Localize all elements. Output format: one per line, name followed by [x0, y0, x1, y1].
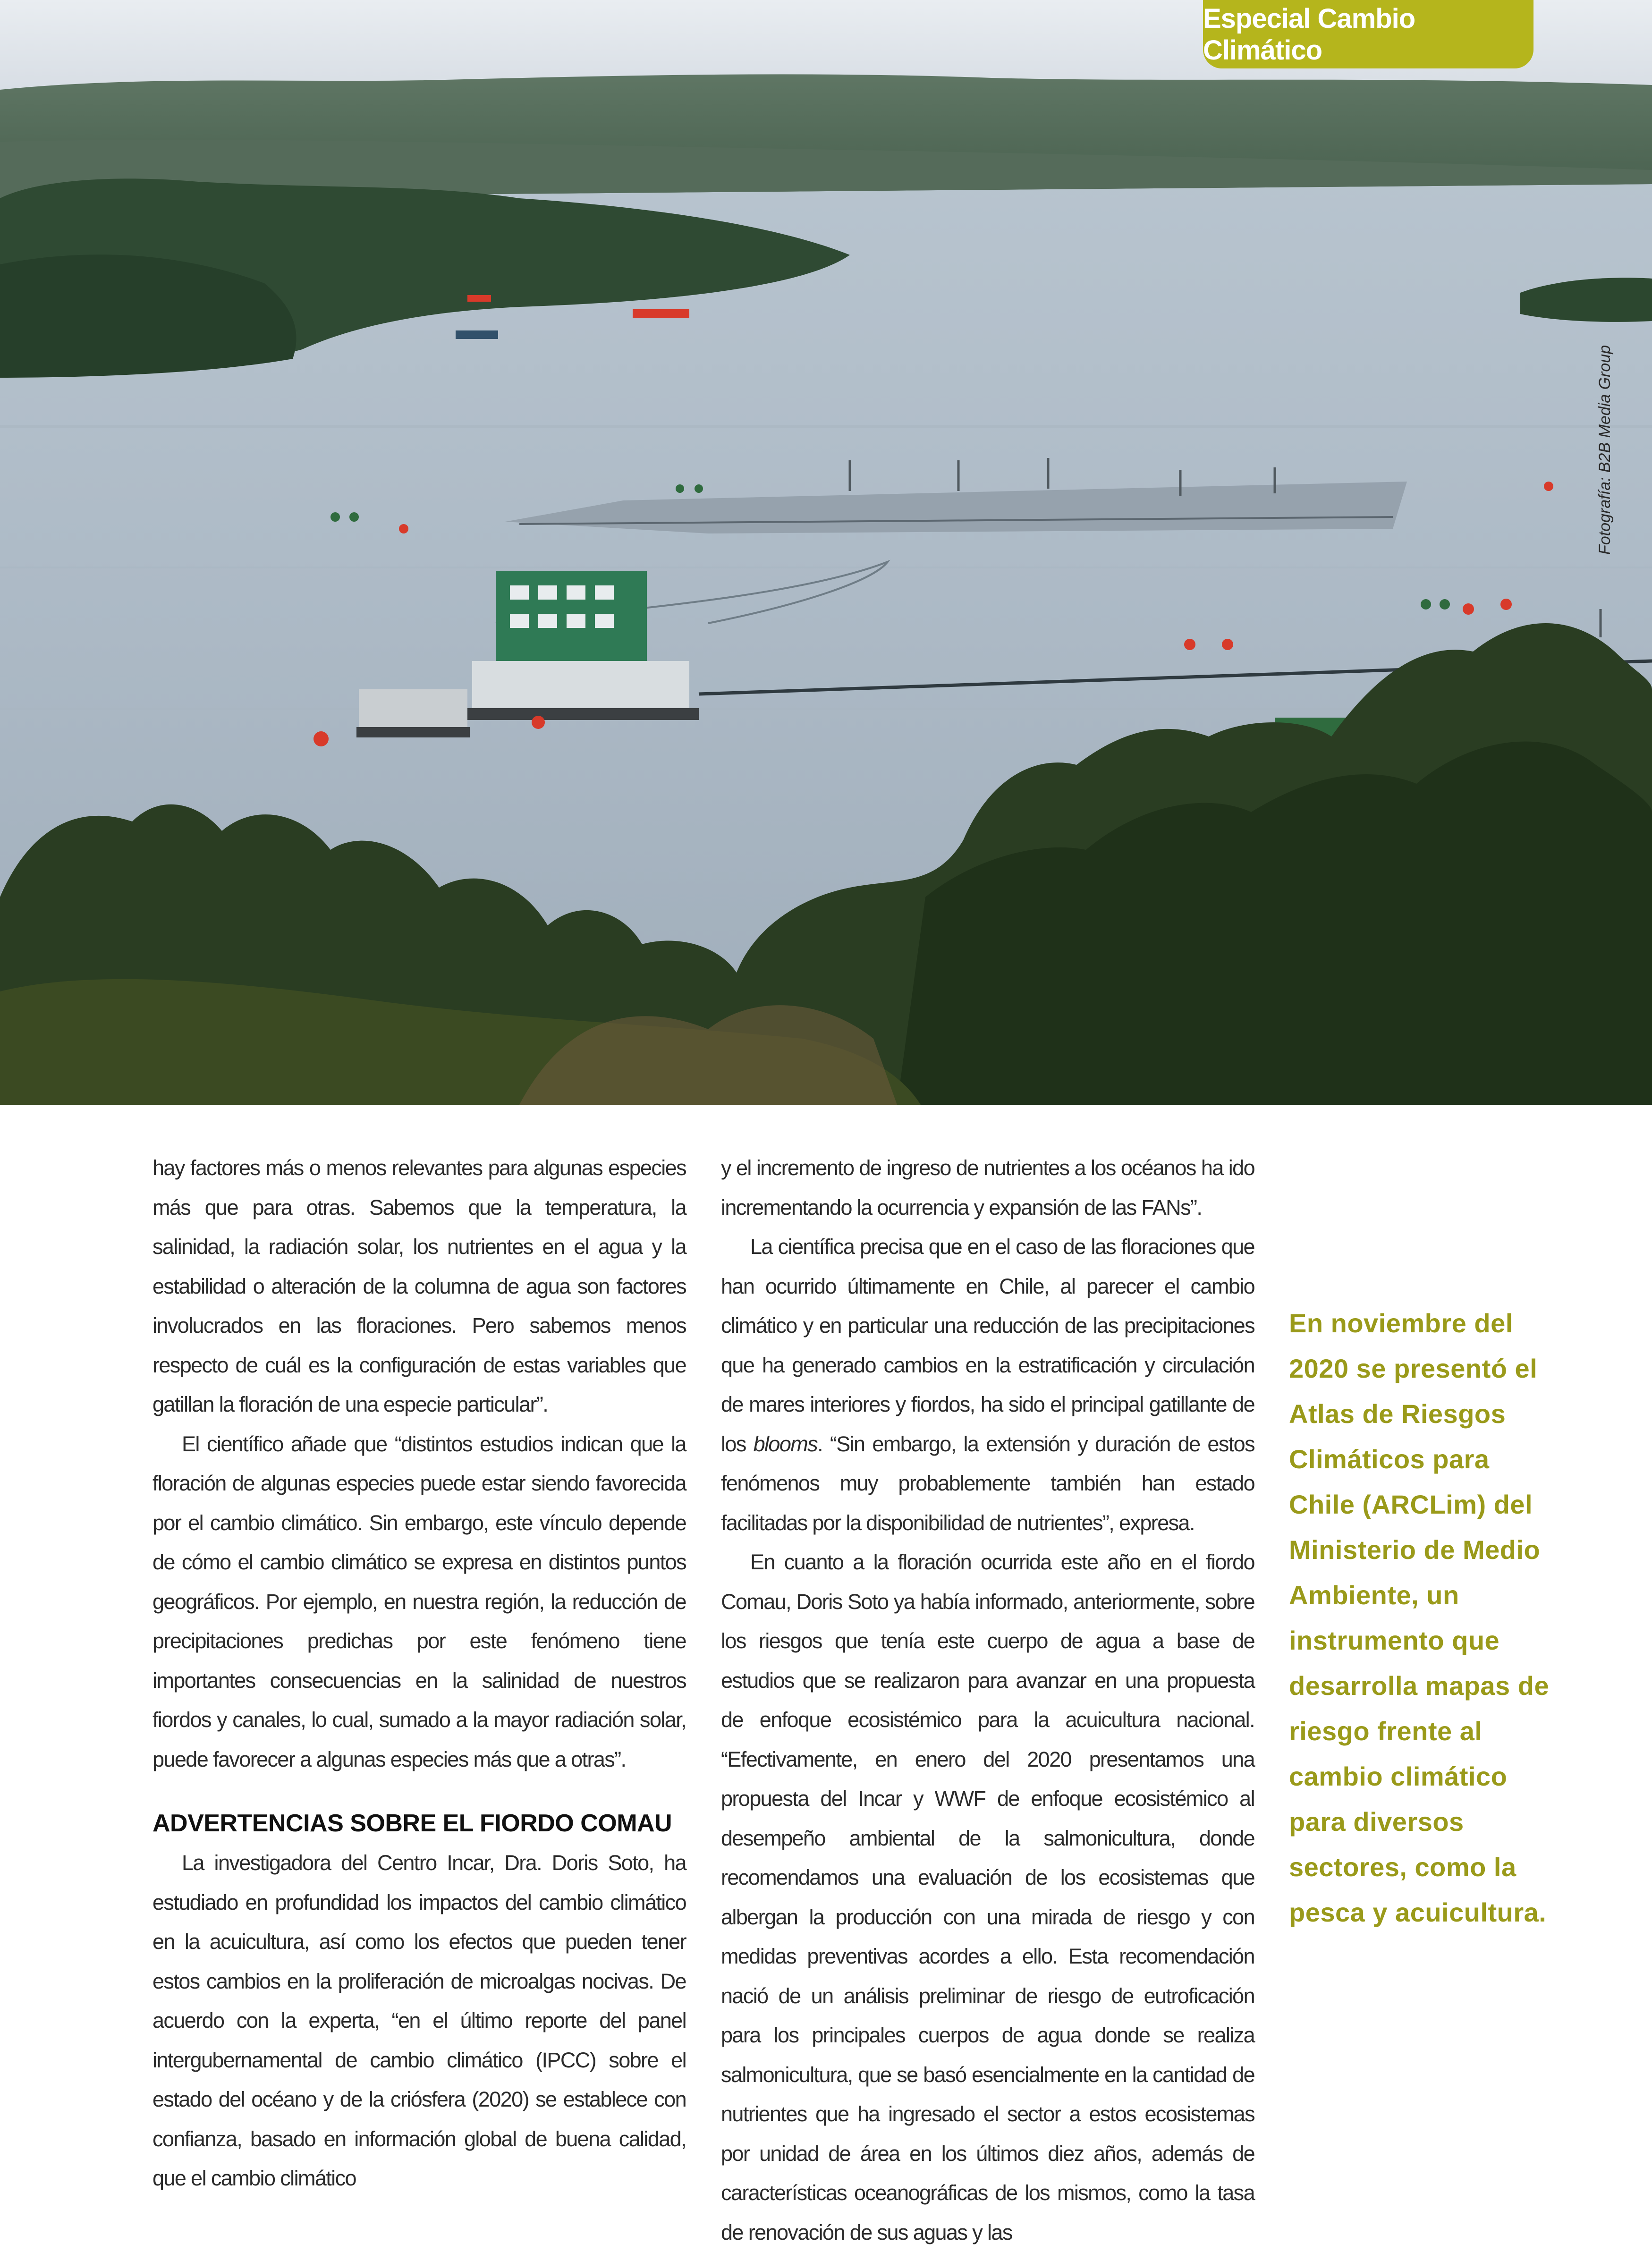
photo-credit: Fotografía: B2B Media Group — [1596, 345, 1614, 555]
section-heading: ADVERTENCIAS SOBRE EL FIORDO COMAU — [152, 1810, 672, 1837]
paragraph-text: . “Sin embargo, la extensión y duración de estos fenómenos muy probablemente también han estado facilitadas por la disponibilidad de nutrientes”, expresa. — [721, 1431, 1254, 1535]
hero-photo — [0, 0, 1652, 1105]
paragraph-text: La científica precisa que en el caso de las floraciones que han ocurrido últimamente en Chile, al parecer el cambio climático y en particular una reducción de las precipitaciones que ha generado cambios en la estratificación y circulación de mares interiores y fiordos, ha sido el principal gatillante de los — [721, 1235, 1254, 1456]
paragraph: En cuanto a la floración ocurrida este año en el fiordo Comau, Doris Soto ya había informado, anteriormente, sobre los riesgos que tenía este cuerpo de agua a base de estudios que se realizaron para avanzar en una propuesta de enfoque ecosistémico para la acuicultura nacional. “Efectivamente, en enero del 2020 presentamos una propuesta del Incar y WWF de enfoque ecosistémico al desempeño ambiental de la salmonicultura, donde recomendamos una evaluación de los ecosistemas que albergan la producción con una mirada de riesgo y con medidas preventivas acordes a ello. Esta recomendación nació de un análisis preliminar de riesgo de eutroficación para los principales cuerpos de agua donde se realiza salmonicultura, que se basó esencialmente en la cantidad de nutrientes que ha ingresado el sector a estos ecosistemas por unidad de área en los últimos diez años, además de características oceanográficas de los mismos, como la tasa de renovación de sus aguas y las — [721, 1550, 1254, 2244]
article-column-2 — [721, 1148, 1254, 2252]
section-label: Especial Cambio Climático — [1203, 0, 1533, 68]
pull-quote: En noviembre del 2020 se presentó el Atlas de Riesgos Climáticos para Chile (ARCLim) del Ministerio de Medio Ambiente, un instrumento que desarrolla mapas de riesgo frente al cambio climático para diversos sectores, como la pesca y acuicultura. — [1289, 1308, 1550, 1927]
emphasis-text: blooms — [753, 1431, 818, 1456]
paragraph: La investigadora del Centro Incar, Dra. Doris Soto, ha estudiado en profundidad los impactos del cambio climático en la acuicultura, así como los efectos que pueden tener estos cambios en la proliferación de microalgas nocivas. De acuerdo con la experta, “en el último reporte del panel intergubernamental de cambio climático (IPCC) sobre el estado del océano y de la criósfera (2020) se establece con confianza, basado en información global de buena calidad, que el cambio climático — [152, 1851, 686, 2190]
paragraph: y el incremento de ingreso de nutrientes a los océanos ha ido incrementando la ocurrencia y expansión de las FANs”. — [721, 1156, 1254, 1219]
fjord-landscape-image — [0, 0, 1652, 1105]
article-column-1 — [152, 1148, 686, 2198]
paragraph: hay factores más o menos relevantes para algunas especies más que para otras. Sabemos que la temperatura, la salinidad, la radiación solar, los nutrientes en el agua y la estabilidad o alteración de la columna de agua son factores involucrados en las floraciones. Pero sabemos menos respecto de cuál es la configuración de estas variables que gatillan la floración de una especie particular”. — [152, 1156, 686, 1416]
paragraph — [721, 1227, 1254, 1542]
paragraph: El científico añade que “distintos estudios indican que la floración de algunas especies puede estar siendo favorecida por el cambio climático. Sin embargo, este vínculo depende de cómo el cambio climático se expresa en distintos puntos geográficos. Por ejemplo, en nuestra región, la reducción de precipitaciones predichas por este fenómeno tiene importantes consecuencias en la salinidad de nuestros fiordos y canales, lo cual, sumado a la mayor radiación solar, puede favorecer a algunas especies más que a otras”. — [152, 1431, 686, 1771]
